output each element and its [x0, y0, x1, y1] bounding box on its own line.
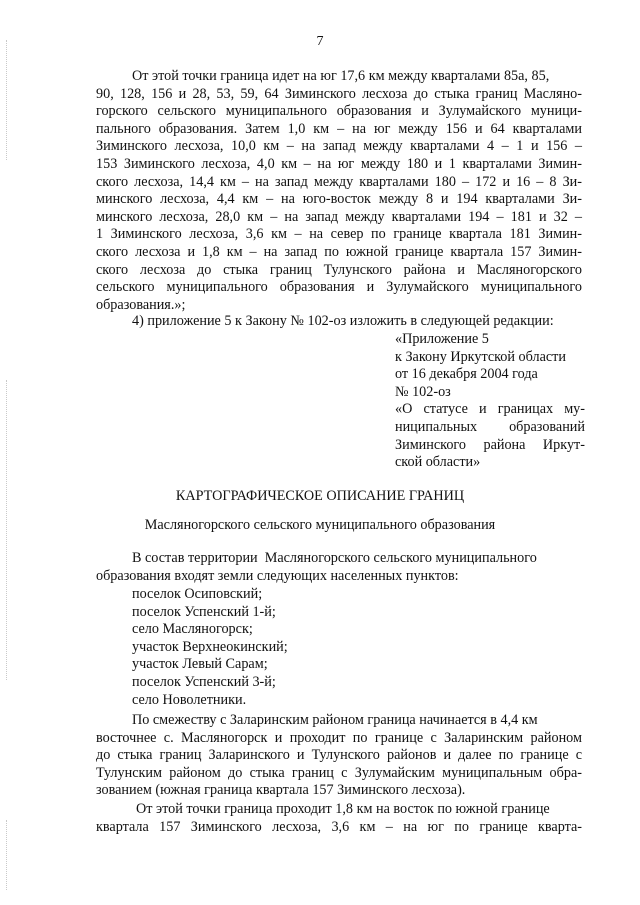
- text-line: квартала 157 Зиминского лесхоза, 3,6 км – на юг по границе кварта-: [96, 818, 582, 835]
- page-number: 7: [316, 34, 324, 49]
- scan-margin-dots: [6, 40, 9, 160]
- appendix-header: [395, 331, 585, 473]
- scan-margin-dots: [6, 820, 9, 890]
- text-line: от 16 декабря 2004 года: [395, 366, 538, 383]
- text-line: пального образования. Затем 1,0 км – на юг между 156 и 64 кварталами: [96, 120, 582, 137]
- text-line: к Закону Иркутской области: [395, 348, 566, 365]
- final-paragraph: [96, 801, 582, 837]
- text-line: ниципальных образований: [395, 419, 585, 435]
- text-line: От этой точки граница идет на юг 17,6 км между кварталами 85а, 85,: [132, 68, 550, 84]
- text-line: восточнее с. Масляногорск и проходит по границе с Заларинским районом: [96, 729, 582, 746]
- text-line: В состав территории Масляногорского сельского муниципального: [132, 550, 537, 566]
- border-paragraph: [96, 712, 582, 802]
- text-line: до стыка границ Заларинского и Тулунского районов и далее по границе с: [96, 747, 582, 764]
- text-line: 90, 128, 156 и 28, 53, 59, 64 Зиминского лесхоза до стыка границ Масляно-: [96, 85, 582, 102]
- list-item: поселок Осиповский;: [132, 586, 263, 602]
- text-line: «О статусе и границах му-: [395, 401, 585, 418]
- text-line: № 102-оз: [395, 383, 451, 400]
- text-line: минского лесхоза, 4,4 км – на юго-восток между 8 и 194 кварталами Зи-: [96, 191, 582, 208]
- list-item: село Новолетники.: [132, 691, 247, 708]
- text-line: «Приложение 5: [395, 331, 489, 347]
- text-line: горского сельского муниципального образования и Зулумайского муници-: [96, 103, 582, 120]
- item-4: [132, 313, 582, 331]
- text-line: По смежеству с Заларинским районом граница начинается в 4,4 км: [132, 712, 538, 728]
- text-line: 4) приложение 5 к Закону № 102-оз изложить в следующей редакции:: [132, 313, 554, 329]
- text-line: образования.»;: [96, 296, 186, 313]
- text-line: зованием (южная граница квартала 157 Зиминского лесхоза).: [96, 782, 466, 799]
- list-item: участок Левый Сарам;: [132, 656, 268, 673]
- composition-paragraph: [96, 550, 582, 586]
- text-line: 1 Зиминского лесхоза, 3,6 км – на север по границе квартала 181 Зимин-: [96, 226, 582, 243]
- list-item: село Масляногорск;: [132, 621, 253, 638]
- text-line: Тулунским районом до стыка границ с Зулумайским муниципальным обра-: [96, 764, 582, 781]
- list-item: поселок Успенский 1-й;: [132, 603, 276, 620]
- text-line: 153 Зиминского лесхоза, 4,0 км – на юг между 180 и 1 кварталами Зимин-: [96, 156, 582, 172]
- list-item: поселок Успенский 3-й;: [132, 674, 276, 690]
- text-line: ского лесхоза, 14,4 км – на запад между кварталами 180 – 172 и 16 – 8 Зи-: [96, 173, 582, 190]
- text-line: ской области»: [395, 454, 481, 471]
- text-line: ского лесхоза и 1,8 км – на запад по южной границе квартала 157 Зимин-: [96, 244, 582, 260]
- text-line: От этой точки граница проходит 1,8 км на восток по южной границе: [136, 801, 550, 817]
- section-title: КАРТОГРАФИЧЕСКОЕ ОПИСАНИЕ ГРАНИЦ: [175, 488, 465, 504]
- text-line: ского лесхоза до стыка границ Тулунского района и Масляногорского: [96, 261, 582, 278]
- section-subtitle: Масляногорского сельского муниципального образования: [144, 517, 496, 533]
- text-line: Зиминского района Иркут-: [395, 436, 585, 453]
- settlements-list: [132, 586, 432, 711]
- text-line: образования входят земли следующих населенных пунктов:: [96, 567, 459, 584]
- text-line: Зиминского лесхоза, 10,0 км – на запад между кварталами 4 – 1 и 156 –: [96, 138, 582, 155]
- paragraph-1: [96, 68, 582, 313]
- list-item: участок Верхнеокинский;: [132, 638, 288, 655]
- text-line: сельского муниципального образования и Зулумайского муниципального: [96, 279, 582, 296]
- text-line: минского лесхоза, 28,0 км – на запад между кварталами 194 – 181 и 32 –: [96, 208, 582, 225]
